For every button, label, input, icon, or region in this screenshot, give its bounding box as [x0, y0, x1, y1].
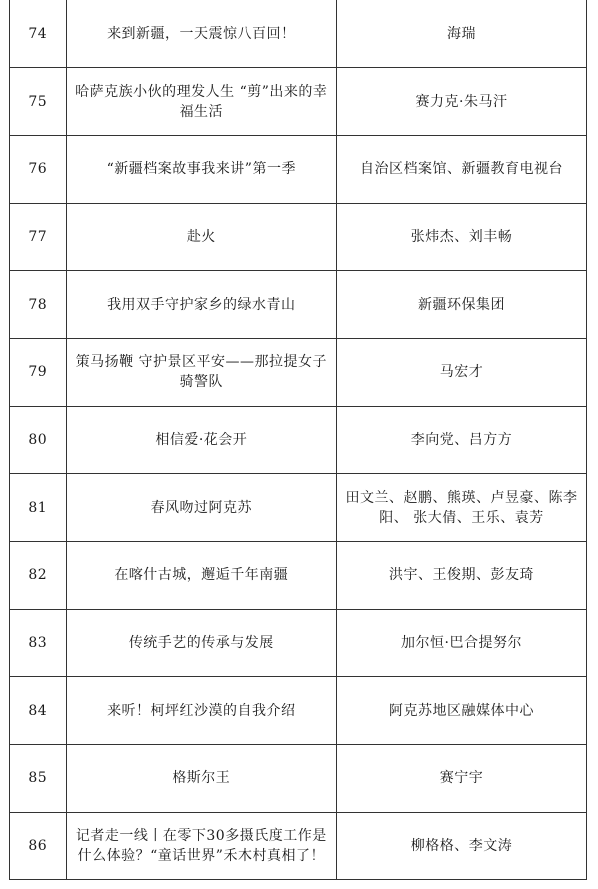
work-author: 李向党、吕方方: [337, 406, 587, 474]
row-number: 81: [10, 474, 67, 542]
table-row: [10, 677, 587, 745]
work-title: 春风吻过阿克苏: [66, 474, 337, 542]
work-title: 相信爱·花会开: [66, 406, 337, 474]
row-number: 78: [10, 271, 67, 339]
work-author: 自治区档案馆、新疆教育电视台: [337, 135, 587, 203]
work-author: 加尔恒·巴合提努尔: [337, 609, 587, 677]
row-number: 84: [10, 677, 67, 745]
table-row: [10, 542, 587, 610]
works-table: [9, 0, 587, 880]
work-title: 传统手艺的传承与发展: [66, 609, 337, 677]
table-row: [10, 68, 587, 136]
work-author: 赛力克·朱马汗: [337, 68, 587, 136]
work-title: 策马扬鞭 守护景区平安——那拉提女子骑警队: [66, 338, 337, 406]
row-number: 85: [10, 745, 67, 813]
table-row: [10, 338, 587, 406]
work-title: 记者走一线丨在零下30多摄氏度工作是什么体验？“童话世界”禾木村真相了！: [66, 812, 337, 880]
work-title: 赴火: [66, 203, 337, 271]
row-number: 82: [10, 542, 67, 610]
row-number: 76: [10, 135, 67, 203]
row-number: 75: [10, 68, 67, 136]
table-row: [10, 271, 587, 339]
row-number: 79: [10, 338, 67, 406]
row-number: 83: [10, 609, 67, 677]
work-author: 洪宇、王俊期、彭友琦: [337, 542, 587, 610]
table-row: [10, 406, 587, 474]
table-row: [10, 812, 587, 880]
work-author: 柳格格、李文涛: [337, 812, 587, 880]
row-number: 80: [10, 406, 67, 474]
work-title: 哈萨克族小伙的理发人生 “剪”出来的幸福生活: [66, 68, 337, 136]
work-title: 格斯尔王: [66, 745, 337, 813]
work-author: 阿克苏地区融媒体中心: [337, 677, 587, 745]
table-row: [10, 474, 587, 542]
work-author: 新疆环保集团: [337, 271, 587, 339]
row-number: 86: [10, 812, 67, 880]
table-row: [10, 745, 587, 813]
table-row: [10, 203, 587, 271]
work-author: 田文兰、赵鹏、熊瑛、卢昱豪、陈李阳、 张大倩、王乐、袁芳: [337, 474, 587, 542]
work-author: 海瑞: [337, 0, 587, 68]
work-author: 马宏才: [337, 338, 587, 406]
work-author: 张炜杰、刘丰畅: [337, 203, 587, 271]
work-author: 赛宁宇: [337, 745, 587, 813]
table-row: [10, 609, 587, 677]
table-row: [10, 135, 587, 203]
work-title: 我用双手守护家乡的绿水青山: [66, 271, 337, 339]
table-row: [10, 0, 587, 68]
work-title: 在喀什古城，邂逅千年南疆: [66, 542, 337, 610]
row-number: 77: [10, 203, 67, 271]
work-title: 来到新疆，一天震惊八百回！: [66, 0, 337, 68]
work-title: 来听！柯坪红沙漠的自我介绍: [66, 677, 337, 745]
work-title: “新疆档案故事我来讲”第一季: [66, 135, 337, 203]
row-number: 74: [10, 0, 67, 68]
